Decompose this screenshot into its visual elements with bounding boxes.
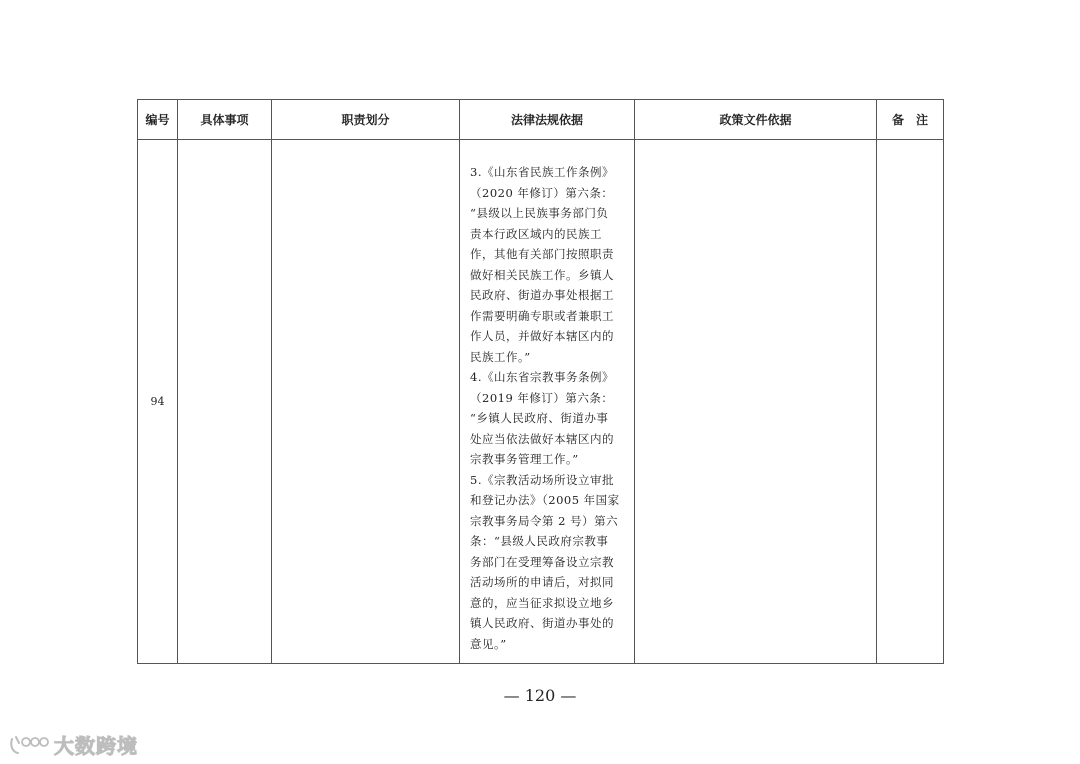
header-item: 具体事项	[178, 100, 272, 140]
cell-policy	[635, 140, 877, 664]
watermark-text: 大数跨境	[54, 734, 138, 758]
brand-logo-icon	[8, 733, 50, 757]
cell-note	[877, 140, 944, 664]
header-duty: 职责划分	[272, 100, 460, 140]
cell-item	[178, 140, 272, 664]
header-number: 编号	[138, 100, 178, 140]
table-row	[138, 140, 944, 664]
table-header-row	[138, 100, 944, 140]
header-policy: 政策文件依据	[635, 100, 877, 140]
document-table	[137, 99, 944, 664]
cell-law	[460, 140, 635, 664]
cell-duty	[272, 140, 460, 664]
watermark	[8, 730, 138, 759]
header-law: 法律法规依据	[460, 100, 635, 140]
page-number: — 120 —	[503, 686, 577, 705]
law-basis-text: 3.《山东省民族工作条例》 （2020 年修订）第六条： “县级以上民族事务部门负 责本行政区域内的民族工 作，其他有关部门按照职责 做好相关民族工作。乡镇人 民政府、街道办事处根据工 作需要明确专职或者兼职工 作人员，并做好本辖区内的 民族工作。” 4.《山东省宗教事务条例》 （2019 年修订）第六条： “乡镇人民政府、街道办事 处应当依法做好本辖区内的 宗教事务管理工作。” 5.《宗教活动场所设立审批 和登记办法》（2005 年国家 宗教事务局令第 2 号）第六 条：“县级人民政府宗教事 务部门在受理筹备设立宗教 活动场所的申请后，对拟同 意的，应当征求拟设立地乡 镇人民政府、街道办事处的 意见。”	[470, 165, 620, 651]
header-note: 备 注	[877, 100, 944, 140]
cell-number: 94	[138, 140, 178, 664]
